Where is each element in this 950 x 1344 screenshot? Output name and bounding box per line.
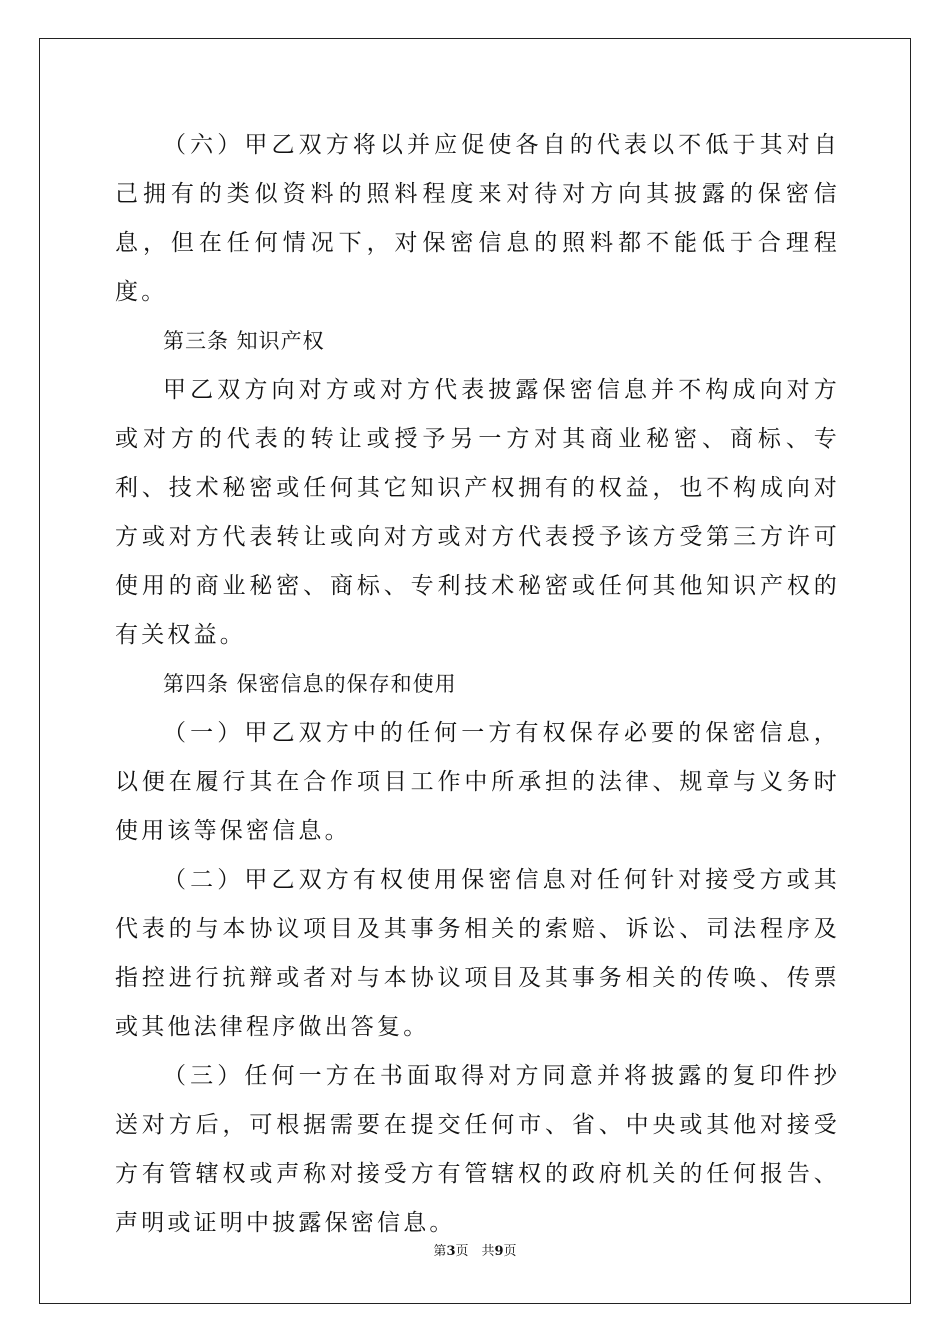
- article-heading: 第四条 保密信息的保存和使用: [163, 672, 457, 696]
- footer-page-number: 3: [446, 1244, 456, 1259]
- document-body: [115, 121, 840, 1248]
- clause-paragraph: 甲乙双方向对方或对方代表披露保密信息并不构成向对方或对方的代表的转让或授予另一方对其商业秘密、商标、专利、技术秘密或任何其它知识产权拥有的权益，也不构成向对方或对方代表转让或向对方或对方代表授予该方受第三方许可使用的商业秘密、商标、专利技术秘密或任何其他知识产权的有关权益。: [115, 377, 840, 648]
- footer-total-pages: 9: [494, 1244, 504, 1259]
- footer-middle: 页 共: [455, 1244, 495, 1259]
- clause-paragraph: （一）甲乙双方中的任何一方有权保存必要的保密信息，以便在履行其在合作项目工作中所承担的法律、规章与义务时使用该等保密信息。: [115, 720, 840, 844]
- clause-paragraph: （二）甲乙双方有权使用保密信息对任何针对接受方或其代表的与本协议项目及其事务相关的索赔、诉讼、司法程序及指控进行抗辩或者对与本协议项目及其事务相关的传唤、传票或其他法律程序做出答复。: [115, 867, 840, 1040]
- clause-paragraph: （三）任何一方在书面取得对方同意并将披露的复印件抄送对方后，可根据需要在提交任何市、省、中央或其他对接受方有管辖权或声称对接受方有管辖权的政府机关的任何报告、声明或证明中披露保密信息。: [115, 1063, 840, 1236]
- clause-paragraph: （六）甲乙双方将以并应促使各自的代表以不低于其对自己拥有的类似资料的照料程度来对待对方向其披露的保密信息，但在任何情况下，对保密信息的照料都不能低于合理程度。: [115, 132, 840, 305]
- footer-suffix: 页: [503, 1244, 517, 1259]
- footer-prefix: 第: [433, 1244, 447, 1259]
- article-heading: 第三条 知识产权: [163, 329, 325, 353]
- page-footer: [0, 1240, 950, 1259]
